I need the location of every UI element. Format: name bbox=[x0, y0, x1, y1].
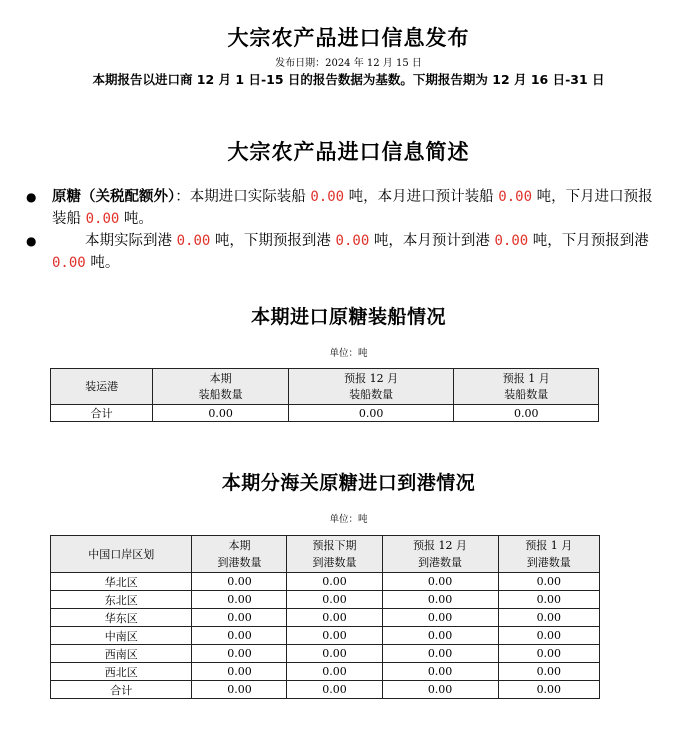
bullet-icon: ● bbox=[26, 234, 37, 248]
row-label-cell: 西北区 bbox=[51, 663, 192, 681]
row-label-cell: 合计 bbox=[51, 405, 153, 422]
value-cell: 0.00 bbox=[153, 405, 288, 422]
value-cell: 0.00 bbox=[192, 573, 287, 591]
column-header: 装运港 bbox=[51, 369, 153, 405]
value-cell: 0.00 bbox=[287, 663, 382, 681]
value-cell: 0.00 bbox=[192, 681, 287, 699]
month-expected-arrival-value: 0.00 bbox=[494, 233, 529, 249]
shipment-table bbox=[50, 368, 599, 422]
value-cell: 0.00 bbox=[192, 609, 287, 627]
value-cell: 0.00 bbox=[498, 573, 599, 591]
column-header: 中国口岸区划 bbox=[51, 536, 192, 573]
row-label-cell: 合计 bbox=[51, 681, 192, 699]
text-fragment: 本期实际到港 bbox=[85, 233, 177, 249]
column-header: 预报 1 月 装船数量 bbox=[454, 369, 599, 405]
column-header: 预报下期 到港数量 bbox=[287, 536, 382, 573]
table-row bbox=[51, 591, 600, 609]
table-row bbox=[51, 663, 600, 681]
actual-arrival-value: 0.00 bbox=[176, 233, 211, 249]
next-month-forecast-arrival-value: 0.00 bbox=[52, 255, 86, 271]
value-cell: 0.00 bbox=[287, 573, 382, 591]
value-cell: 0.00 bbox=[287, 627, 382, 645]
value-cell: 0.00 bbox=[382, 591, 498, 609]
value-cell: 0.00 bbox=[288, 405, 454, 422]
text-fragment: 本期进口实际装船 bbox=[189, 189, 311, 205]
table-row bbox=[51, 681, 600, 699]
table-row bbox=[51, 627, 600, 645]
row-label-cell: 东北区 bbox=[51, 591, 192, 609]
value-cell: 0.00 bbox=[382, 573, 498, 591]
arrival-table-unit: 单位：吨 bbox=[329, 514, 368, 525]
value-cell: 0.00 bbox=[382, 627, 498, 645]
row-label-cell: 华东区 bbox=[51, 609, 192, 627]
value-cell: 0.00 bbox=[498, 627, 599, 645]
table-row bbox=[51, 573, 600, 591]
value-cell: 0.00 bbox=[287, 645, 382, 663]
table-header-row bbox=[51, 536, 600, 573]
text-fragment: 吨，下月预报到港 bbox=[528, 233, 649, 249]
report-basis: 本期报告以进口商 12 月 1 日-15 日的报告数据为基数。下期报告期为 12 月 16 日-31 日 bbox=[92, 72, 605, 87]
value-cell: 0.00 bbox=[382, 645, 498, 663]
value-cell: 0.00 bbox=[192, 591, 287, 609]
value-cell: 0.00 bbox=[287, 681, 382, 699]
summary-bullet-2 bbox=[26, 230, 666, 274]
text-fragment: 吨，本月预计到港 bbox=[369, 233, 495, 249]
table-header-row bbox=[51, 369, 599, 405]
value-cell: 0.00 bbox=[192, 663, 287, 681]
value-cell: 0.00 bbox=[454, 405, 599, 422]
shipment-table-unit: 单位：吨 bbox=[329, 348, 368, 359]
text-fragment: 吨，下期预报到港 bbox=[210, 233, 336, 249]
label-separator: ： bbox=[175, 189, 190, 205]
value-cell: 0.00 bbox=[498, 681, 599, 699]
value-cell: 0.00 bbox=[192, 645, 287, 663]
month-expected-shipment-value: 0.00 bbox=[498, 189, 533, 205]
value-cell: 0.00 bbox=[498, 591, 599, 609]
row-label-cell: 中南区 bbox=[51, 627, 192, 645]
value-cell: 0.00 bbox=[192, 627, 287, 645]
column-header: 预报 12 月 装船数量 bbox=[288, 369, 454, 405]
row-label-cell: 西南区 bbox=[51, 645, 192, 663]
publish-date: 发布日期：2024 年 12 月 15 日 bbox=[275, 58, 422, 69]
table-row bbox=[51, 645, 600, 663]
arrival-table bbox=[50, 535, 600, 699]
table-row bbox=[51, 405, 599, 422]
value-cell: 0.00 bbox=[498, 663, 599, 681]
value-cell: 0.00 bbox=[287, 609, 382, 627]
column-header: 预报 1 月 到港数量 bbox=[498, 536, 599, 573]
value-cell: 0.00 bbox=[382, 609, 498, 627]
shipment-table-title: 本期进口原糖装船情况 bbox=[250, 306, 446, 328]
value-cell: 0.00 bbox=[287, 591, 382, 609]
text-fragment: 吨。 bbox=[119, 211, 153, 227]
bullet-icon: ● bbox=[26, 190, 37, 204]
next-month-forecast-shipment-value: 0.00 bbox=[85, 211, 120, 227]
next-period-arrival-value: 0.00 bbox=[335, 233, 370, 249]
value-cell: 0.00 bbox=[382, 681, 498, 699]
value-cell: 0.00 bbox=[382, 663, 498, 681]
value-cell: 0.00 bbox=[498, 609, 599, 627]
column-header: 本期 到港数量 bbox=[192, 536, 287, 573]
actual-shipment-value: 0.00 bbox=[310, 189, 345, 205]
row-label-cell: 华北区 bbox=[51, 573, 192, 591]
summary-title: 大宗农产品进口信息简述 bbox=[227, 140, 470, 164]
column-header: 本期 装船数量 bbox=[153, 369, 288, 405]
page-title: 大宗农产品进口信息发布 bbox=[227, 26, 470, 50]
text-fragment: 吨。 bbox=[85, 255, 120, 271]
value-cell: 0.00 bbox=[498, 645, 599, 663]
arrival-table-title: 本期分海关原糖进口到港情况 bbox=[221, 472, 476, 494]
table-row bbox=[51, 609, 600, 627]
text-fragment: 吨，下月进口预报装船 bbox=[52, 189, 653, 227]
text-fragment: 吨，本月进口预计装船 bbox=[344, 189, 499, 205]
summary-bullet-2-text bbox=[52, 230, 666, 274]
commodity-label: 原糖（关税配额外） bbox=[52, 189, 176, 205]
summary-bullet-1 bbox=[26, 186, 666, 230]
summary-bullet-1-text bbox=[52, 186, 666, 230]
column-header: 预报 12 月 到港数量 bbox=[382, 536, 498, 573]
